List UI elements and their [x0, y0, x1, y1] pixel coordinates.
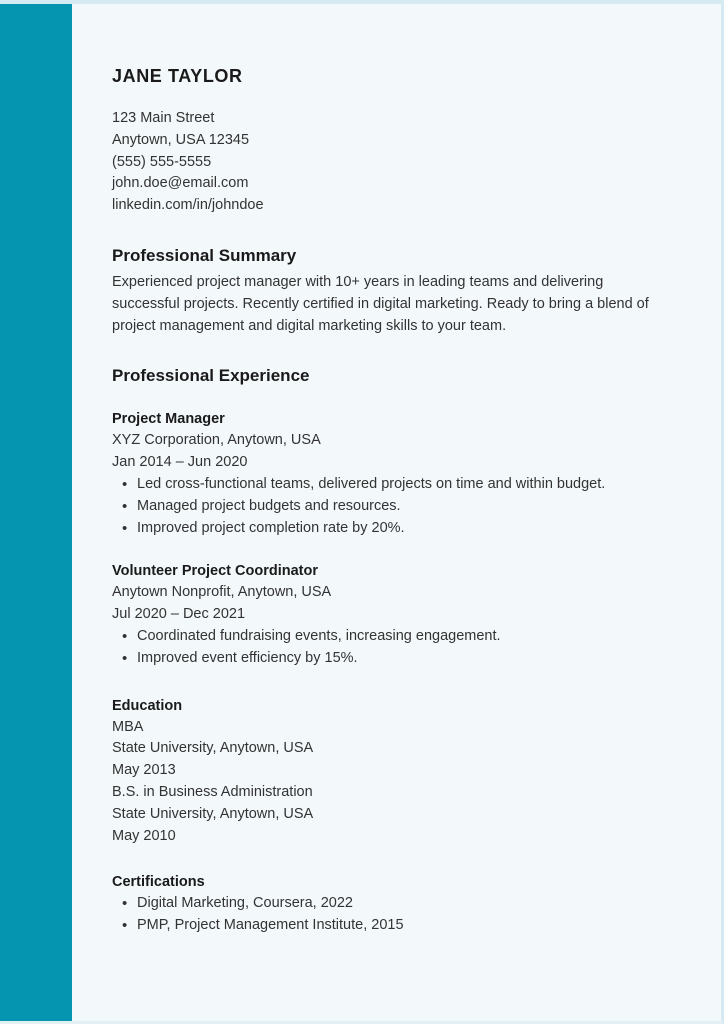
- contact-info-block: [112, 108, 682, 217]
- contact-city-state-zip: Anytown, USA 12345: [112, 131, 250, 148]
- job-bullet: • Improved project completion rate by 20%.: [112, 518, 682, 540]
- job-bullet: • Coordinated fundraising events, increasing engagement.: [112, 626, 682, 648]
- certification-item: • PMP, Project Management Institute, 2015: [112, 915, 682, 937]
- education-heading: Education: [112, 697, 183, 714]
- certifications-section: [112, 872, 682, 937]
- job-dates: Jul 2020 – Dec 2021: [112, 606, 246, 623]
- certifications-heading: Certifications: [112, 874, 205, 891]
- resume-content-column: [112, 4, 682, 1021]
- job-title: Project Manager: [112, 411, 225, 428]
- contact-phone: (555) 555-5555: [112, 153, 212, 170]
- candidate-name: JANE TAYLOR: [112, 66, 243, 86]
- job-dates: Jan 2014 – Jun 2020: [112, 454, 248, 471]
- contact-email: john.doe@email.com: [112, 175, 249, 192]
- contact-street: 123 Main Street: [112, 110, 215, 126]
- professional-summary-heading: Professional Summary: [112, 245, 297, 265]
- job-entry-project-manager: [112, 409, 682, 539]
- education-line: MBA: [112, 718, 144, 735]
- education-line: State University, Anytown, USA: [112, 805, 314, 822]
- professional-summary-text: Experienced project manager with 10+ years in leading teams and delivering successful projects. Recently certified in digital marketing. Ready to bring a blend of project management and digital marketing skills to your team.: [112, 273, 649, 334]
- certifications-list: [112, 893, 682, 937]
- accent-sidebar-bar: [0, 0, 72, 1024]
- job-bullet: • Managed project budgets and resources.: [112, 496, 682, 518]
- job-entry-volunteer-project-coordinator: [112, 561, 682, 669]
- contact-linkedin: linkedin.com/in/johndoe: [112, 197, 264, 214]
- education-section: [112, 696, 682, 848]
- education-line: State University, Anytown, USA: [112, 740, 314, 757]
- job-title: Volunteer Project Coordinator: [112, 563, 318, 580]
- professional-experience-section: [112, 365, 682, 669]
- job-bullet-list: [112, 626, 682, 670]
- professional-experience-heading: Professional Experience: [112, 366, 310, 386]
- education-line: May 2013: [112, 762, 176, 779]
- job-bullet: • Improved event efficiency by 15%.: [112, 648, 682, 670]
- job-bullet-list: [112, 474, 682, 539]
- certification-item: • Digital Marketing, Coursera, 2022: [112, 893, 682, 915]
- education-line: May 2010: [112, 827, 176, 844]
- job-organization: XYZ Corporation, Anytown, USA: [112, 432, 321, 449]
- job-organization: Anytown Nonprofit, Anytown, USA: [112, 584, 332, 601]
- job-bullet: • Led cross-functional teams, delivered projects on time and within budget.: [112, 474, 682, 496]
- professional-summary-section: [112, 245, 682, 337]
- education-line: B.S. in Business Administration: [112, 783, 313, 800]
